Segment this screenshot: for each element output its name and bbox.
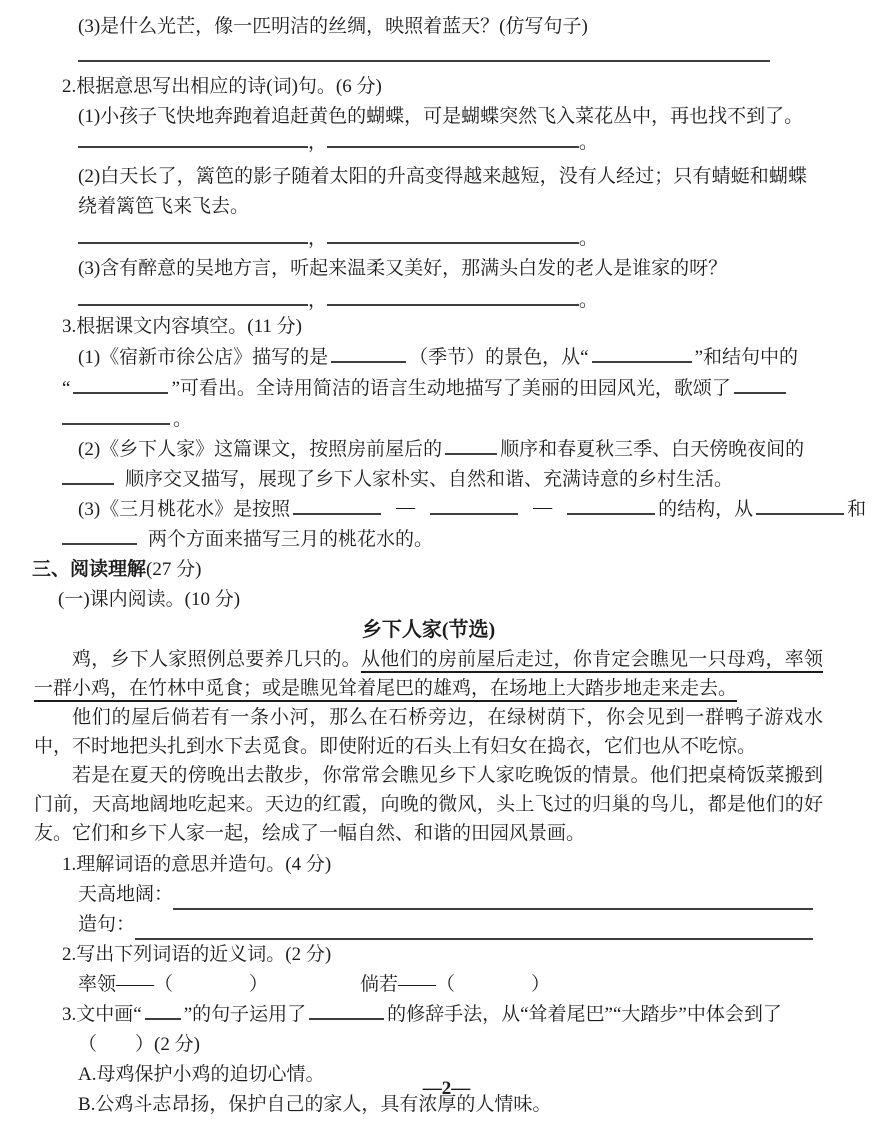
section3-heading-text: 三、阅读理解 <box>32 559 147 580</box>
q3-item1-line2 <box>62 373 807 404</box>
q2-item1: (1)小孩子飞快地奔跑着追赶黄色的蝴蝶，可是蝴蝶突然飞入菜花丛中，再也找不到了。 <box>78 106 804 127</box>
text-segment: 。 <box>173 409 193 430</box>
passage-text: 鸡，乡下人家照例总要养几只的。 <box>72 649 361 670</box>
fill-blank <box>756 498 844 515</box>
passage-paragraph-3: 若是在夏天的傍晚出去散步，你常常会瞧见乡下人家吃晚饭的情景。他们把桌椅饭菜搬到门前，天高地阔地吃起来。天边的红霞，向晚的微风，头上飞过的归巢的鸟儿，都是他们的好友。它们和乡下人家一起，绘成了一幅自然、和谐的田园风景画。 <box>34 765 823 844</box>
q3-item1-line1 <box>78 342 807 373</box>
passage-paragraph-1 <box>34 645 823 703</box>
fill-blank <box>445 438 497 455</box>
reading-q3-option-a: A.母鸡保护小鸡的迫切心情。 <box>78 1064 325 1085</box>
zaoju-label: 造句： <box>78 914 136 935</box>
answer-blank <box>327 290 579 306</box>
text-segment: “ <box>62 378 71 399</box>
text-segment: 两个方面来描写三月的桃花水的。 <box>148 529 434 550</box>
text-segment: (3)《三月桃花水》是按照 <box>78 499 291 520</box>
section3-subheading: (一)课内阅读。(10 分) <box>58 589 241 610</box>
text-segment: (2)《乡下人家》这篇课文，按照房前屋后的 <box>78 439 443 460</box>
period: 。 <box>579 228 599 249</box>
period: 。 <box>579 290 599 311</box>
q2-item2: (2)白天长了，篱笆的影子随着太阳的升高变得越来越短，没有人经过；只有蜻蜓和蝴蝶绕着篱笆飞来飞去。 <box>78 166 807 217</box>
answer-blanks-row <box>78 290 807 310</box>
period: 。 <box>579 132 599 153</box>
text-segment: (1)《宿新市徐公店》描写的是 <box>78 347 329 368</box>
fill-blank <box>145 1003 181 1020</box>
page-number: —2— <box>422 1078 471 1099</box>
comma: ， <box>308 228 328 249</box>
passage-paragraph-2: 他们的屋后倘若有一条小河，那么在石桥旁边，在绿树荫下，你会见到一群鸭子游戏水中，不时地把头扎到水下去觅食。即使附近的石头上有妇女在捣衣，它们也从不吃惊。 <box>34 707 823 757</box>
text-segment: 顺序交叉描写，展现了乡下人家朴实、自然和谐、充满诗意的乡村生活。 <box>125 469 734 490</box>
text-segment: ”可看出。全诗用简洁的语言生动地描写了美丽的田园风光，歌颂了 <box>171 378 731 399</box>
fill-blank <box>73 377 168 394</box>
reading-q1-term-row <box>78 880 807 910</box>
q3-item3-line2 <box>62 525 807 555</box>
text-segment: ”和结句中的 <box>694 347 799 368</box>
answer-blanks-row <box>78 228 807 248</box>
text-segment: 的结构，从 <box>658 499 754 520</box>
text-segment: 顺序和春夏秋三季、白天傍晚夜间的 <box>500 439 805 460</box>
passage-title: 乡下人家(节选) <box>361 619 496 641</box>
fill-blank <box>62 408 170 425</box>
fill-blank <box>430 498 518 515</box>
dash-separator: — <box>396 497 416 518</box>
section3-heading <box>32 555 807 585</box>
answer-blanks-row <box>78 132 807 152</box>
reading-q3-line1 <box>62 1000 807 1030</box>
text-segment: ”的句子运用了 <box>183 1004 307 1025</box>
answer-blank <box>78 290 308 306</box>
fill-blank <box>734 377 786 394</box>
answer-blank <box>327 228 579 244</box>
text-segment: 和 <box>847 499 867 520</box>
text-segment: 的修辞手法，从“耸着尾巴”“大踏步”中体会到了 <box>387 1004 782 1025</box>
reading-q2-title: 2.写出下列词语的近义词。(2 分) <box>62 944 332 965</box>
dash-separator: — <box>533 497 553 518</box>
term-label: 天高地阔： <box>78 884 174 905</box>
synonym-pair-2: 倘若——（ ） <box>360 974 551 995</box>
fill-blank <box>592 346 692 363</box>
reading-q3-option-b: B.公鸡斗志昂扬，保护自己的家人，具有浓厚的人情味。 <box>78 1094 552 1115</box>
reading-q3-line2: （ ）(2 分) <box>78 1034 200 1055</box>
fill-blank <box>567 498 655 515</box>
q2-title: 2.根据意思写出相应的诗(词)句。(6 分) <box>62 76 382 97</box>
q2-item3: (3)含有醉意的吴地方言，听起来温柔又美好，那满头白发的老人是谁家的呀？ <box>78 258 728 279</box>
text-segment: （季节）的景色，从“ <box>409 347 589 368</box>
fill-blank <box>62 528 137 545</box>
fill-blank <box>309 1003 384 1020</box>
answer-line <box>78 42 770 62</box>
answer-blank <box>327 132 579 148</box>
reading-q1-sentence-row <box>78 910 807 940</box>
underlined-sentence: 从他们的房前屋后走过，你肯定会瞧见一只母鸡，率领一群小鸡，在竹林中觅食；或是瞧见耸着尾巴的雄鸡，在场地上大踏步地走来走去。 <box>34 649 823 699</box>
imitate-sentence-question: (3)是什么光芒，像一匹明洁的丝绸，映照着蓝天？(仿写句子) <box>78 16 588 37</box>
fill-blank <box>293 498 381 515</box>
q3-item3-line1 <box>78 495 867 525</box>
answer-blank <box>78 228 308 244</box>
text-segment: 3.文中画“ <box>62 1004 142 1025</box>
q3-item2-line2 <box>62 465 807 495</box>
fill-blank <box>331 346 406 363</box>
q3-item1-line3 <box>62 404 807 435</box>
reading-q1-title: 1.理解词语的意思并造句。(4 分) <box>62 854 332 875</box>
answer-line <box>173 884 813 910</box>
answer-line <box>135 914 813 940</box>
reading-passage <box>34 615 823 848</box>
section3-heading-score: (27 分) <box>146 559 202 580</box>
comma: ， <box>308 290 328 311</box>
comma: ， <box>308 132 328 153</box>
synonym-pairs-row <box>78 970 807 1000</box>
q3-title: 3.根据课文内容填空。(11 分) <box>62 316 302 337</box>
synonym-pair-1: 率领——（ ） <box>78 974 269 995</box>
fill-blank <box>62 468 114 485</box>
answer-blank <box>78 132 308 148</box>
q3-item2-line1 <box>78 435 807 465</box>
